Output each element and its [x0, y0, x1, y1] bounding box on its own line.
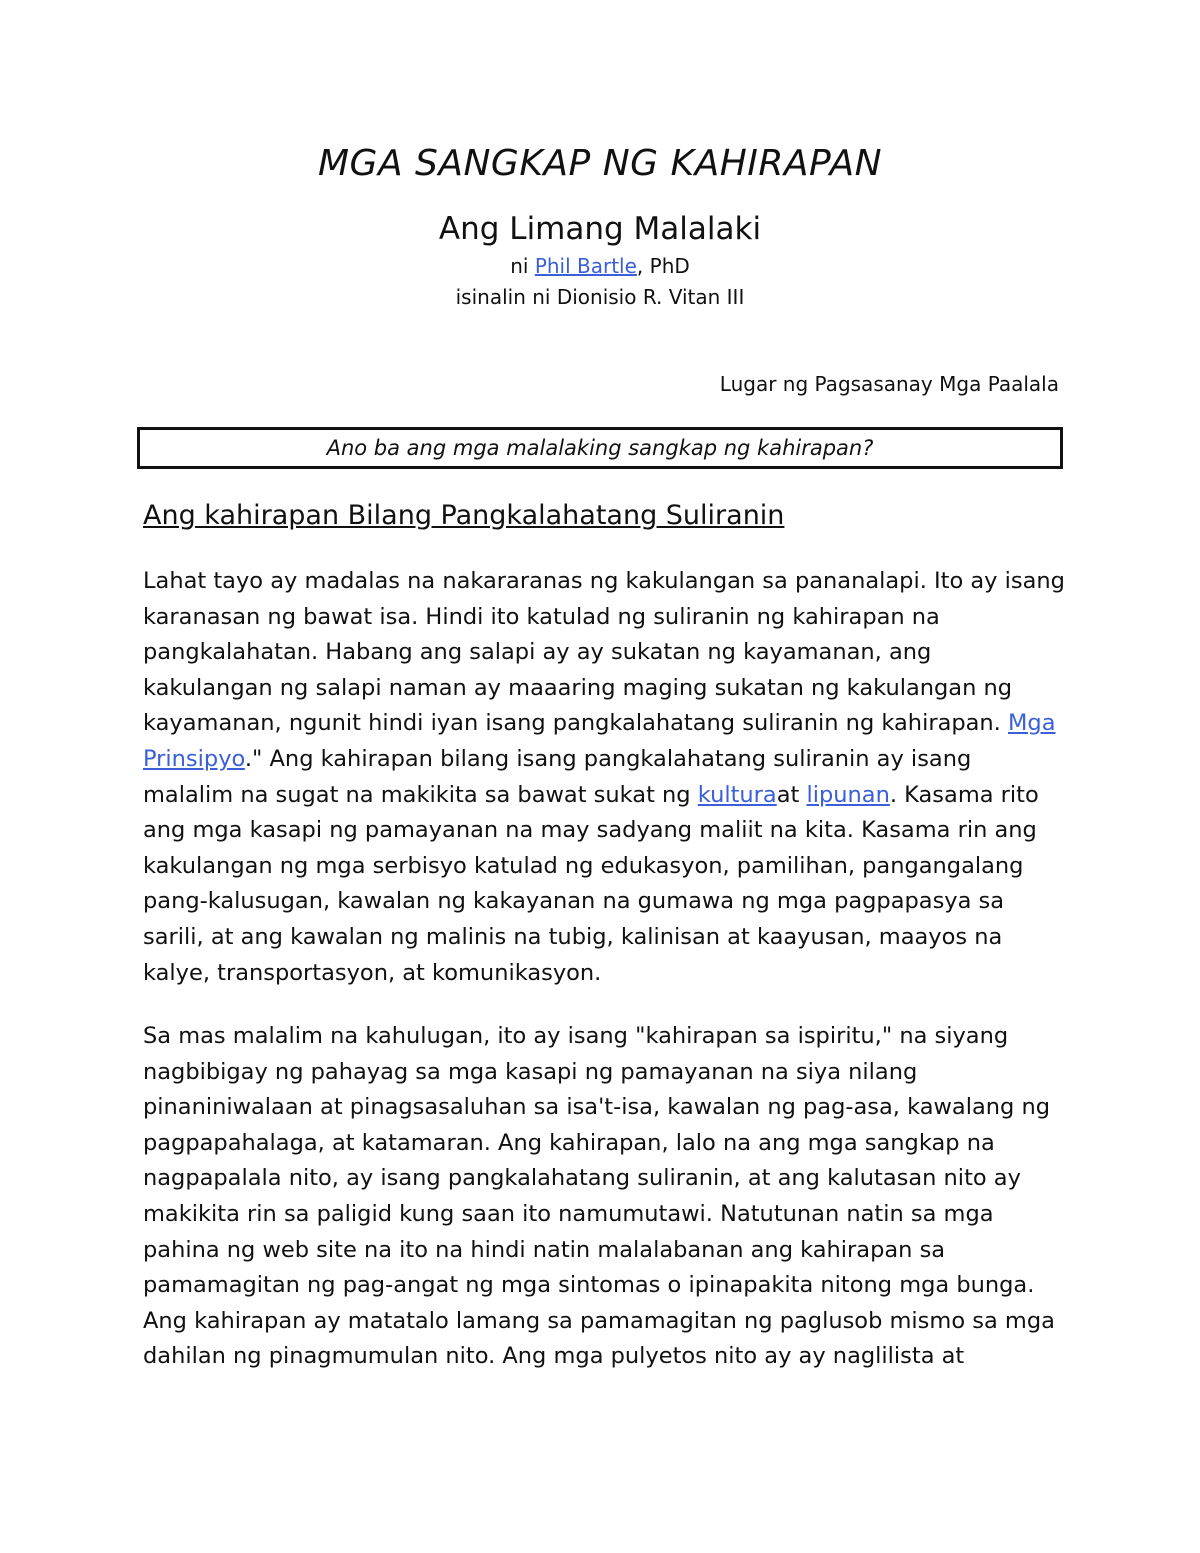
question-box: Ano ba ang mga malalaking sangkap ng kahirapan?	[137, 427, 1063, 469]
translator-credit: isinalin ni Dionisio R. Vitan III	[455, 285, 745, 309]
paragraph-1-text-d: . Kasama rito ang mga kasapi ng pamayanan na may sadyang maliit na kita. Kasama rin ang kakulangan ng mga serbisyo katulad ng edukasyon, pamilihan, pangangalang pang-kalusugan, kawalan ng kakayanan na gumawa ng mga pagpapasya sa sarili, at ang kawalan ng malinis na tubig, kalinisan at kaayusan, maayos na kalye, transportasyon, at komunikasyon.	[143, 781, 1039, 986]
byline	[0, 254, 1200, 278]
paragraph-2: Sa mas malalim na kahulugan, ito ay isang "kahirapan sa ispiritu," na siyang nagbibigay ng pahayag sa mga kasapi ng pamayanan na siya nilang pinaniniwalaan at pinagsasaluhan sa isa't-isa, kawalan ng pag-asa, kawalang ng pagpapahalaga, at katamaran. Ang kahirapan, lalo na ang mga sangkap na nagpapalala nito, ay isang pangkalahatang suliranin, at ang kalutasan nito ay makikita rin sa paligid kung saan ito namumutawi. Natutunan natin sa mga pahina ng web site na ito na hindi natin malalabanan ang kahirapan sa pamamagitan ng pag-angat ng mga sintomas o ipinapakita nitong mga bunga. Ang kahirapan ay matatalo lamang sa pamamagitan ng paglusob mismo sa mga dahilan ng pinagmumulan nito. Ang mga pulyetos nito ay ay naglilista at	[143, 1023, 1055, 1370]
paragraph-1-text-b: ." Ang kahirapan bilang isang pangkalahatang suliranin ay isang malalim na sugat na makikita sa bawat sukat ng	[143, 745, 972, 808]
page-title: MGA SANGKAP NG KAHIRAPAN	[317, 143, 883, 184]
paragraph-1-text-c: at	[776, 781, 807, 808]
page-subtitle: Ang Limang Malalaki	[438, 211, 762, 247]
principles-link[interactable]: Mga Prinsipyo	[143, 710, 1056, 772]
society-link[interactable]: lipunan	[806, 781, 890, 808]
nav-training-link[interactable]: Lugar ng Pagsasanay	[719, 372, 933, 396]
byline-prefix: ni	[510, 254, 535, 278]
culture-link[interactable]: kultura	[697, 781, 777, 808]
section-heading: Ang kahirapan Bilang Pangkalahatang Suliranin	[143, 500, 785, 531]
paragraph-1-text-a: Lahat tayo ay madalas na nakararanas ng kakulangan sa pananalapi. Ito ay isang karanasan ng bawat isa. Hindi ito katulad ng suliranin ng kahirapan na pangkalahatan. Habang ang salapi ay ay sukatan ng kayamanan, ang kakulangan ng salapi naman ay maaaring maging sukatan ng kakulangan ng kayamanan, ngunit hindi iyan isang pangkalahatang suliranin ng kahirapan.	[143, 568, 1065, 737]
nav-links	[720, 372, 1059, 396]
byline-suffix: , PhD	[636, 254, 690, 278]
author-link[interactable]: Phil Bartle	[534, 254, 637, 278]
paragraph-1	[143, 564, 1068, 991]
nav-notes-link[interactable]: Mga Paalala	[939, 372, 1059, 396]
